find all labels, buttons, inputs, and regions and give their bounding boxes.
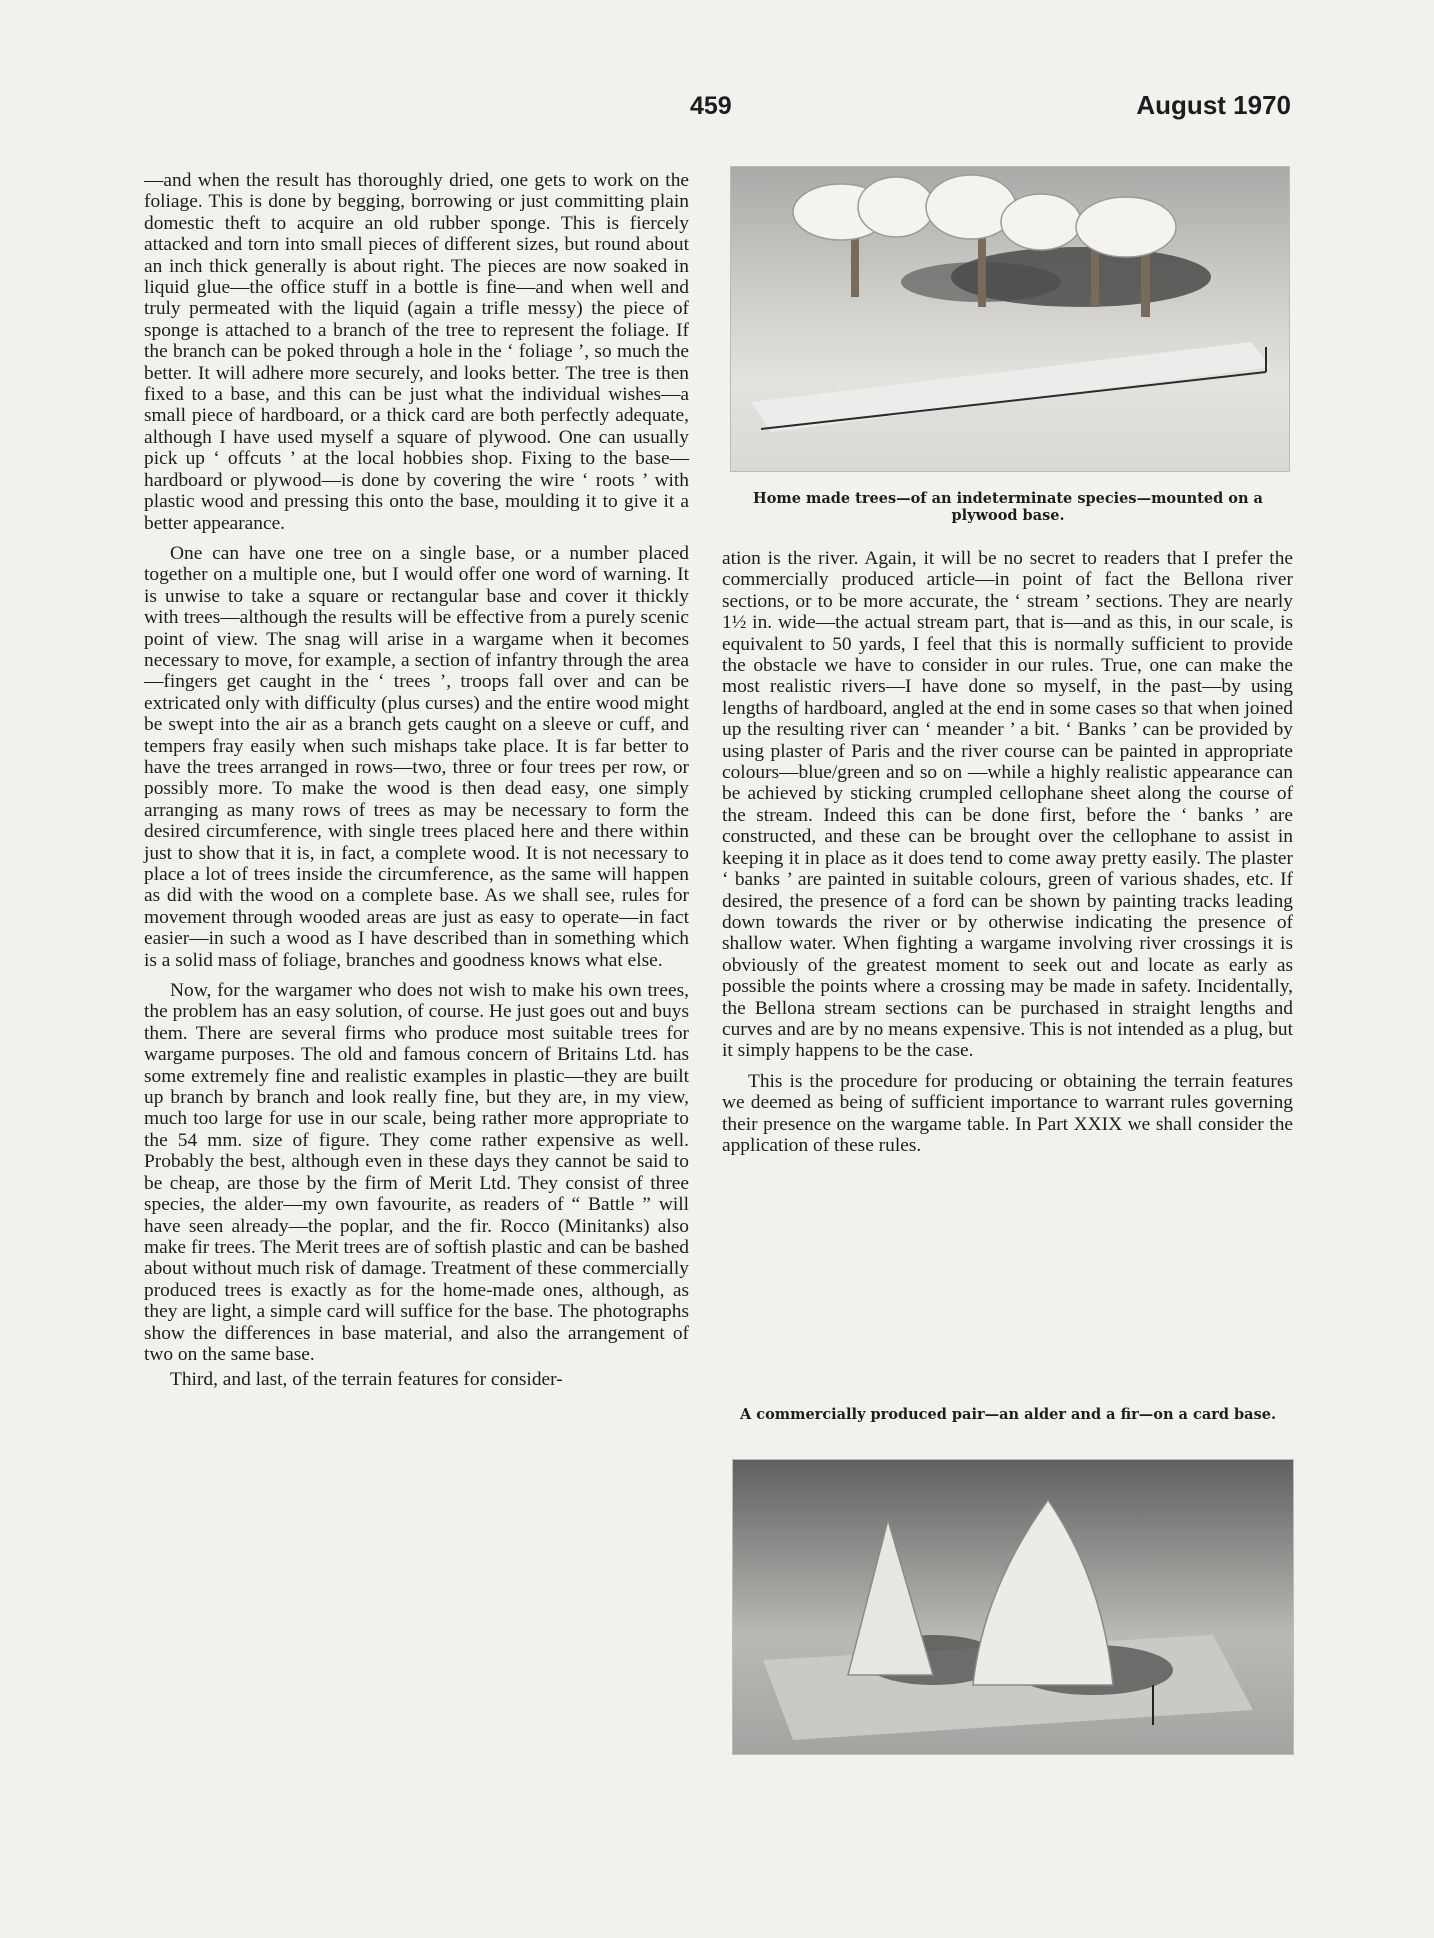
left-column xyxy=(144,170,689,1391)
paragraph: ation is the river. Again, it will be no secret to readers that I prefer the commercially produced article—in point of fact the Bellona river sections, or to be more accurate, the ‘ stream ’ sections. They are nearly 1½ in. wide—the actual stream part, that is—and as this, in our scale, is equivalent to 50 yards, I feel that this is normally sufficient to provide the obstacle we have to consider in our rules. True, one can make the most realistic rivers—I have done so myself, in the past—by using lengths of hardboard, angled at the end in some cases so that when joined up the resulting river can ‘ meander ’ a bit. ‘ Banks ’ can be provided by using plaster of Paris and the river course can be painted in appropriate colours—blue/green and so on —while a highly realistic appearance can be achieved by sticking crumpled cellophane sheet along the course of the stream. Indeed this can be done first, before the ‘ banks ’ are constructed, and these can be brought over the cellophane to assist in keeping it in place as it does tend to come away pretty easily. The plaster ‘ banks ’ are painted in suitable colours, green of various shades, etc. If desired, the presence of a ford can be shown by painting tracks leading down towards the river or by otherwise indicating the presence of shallow water. When fighting a wargame involving river crossings it is obviously of the greatest moment to seek out and locate as early as possible the points where a crossing may be made in safety. Incidentally, the Bellona stream sections can be purchased in straight lengths and curves and are by no means expensive. This is not intended as a plug, but it simply happens to be the case. xyxy=(722,548,1293,1062)
paragraph: Third, and last, of the terrain features for consider- xyxy=(170,1369,563,1391)
paragraph: This is the procedure for producing or obtaining the terrain features we deemed as being of sufficient importance to warrant rules governing their presence on the wargame table. In Part XXIX we shall consider the application of these rules. xyxy=(722,1070,1293,1156)
issue-date: August 1970 xyxy=(1136,90,1291,120)
photo-caption: A commercially produced pair—an alder and a fir—on a card base. xyxy=(739,1406,1277,1423)
photo-home-made-trees xyxy=(730,166,1290,472)
right-column xyxy=(722,548,1293,1156)
page-number: 459 xyxy=(690,92,732,120)
paragraph: One can have one tree on a single base, or a number placed together on a multiple one, but I would offer one word of warning. It is unwise to take a square or rectangular base and cover it thickly with trees—although the results will be effective from a purely scenic point of view. The snag will arise in a wargame when it becomes necessary to move, for example, a section of infantry through the area—fingers get caught in the ‘ trees ’, troops fall over and can be extricated only with difficulty (plus curses) and the entire wood might be swept into the air as a branch gets caught on a sleeve or cuff, and tempers fray easily when such mishaps take place. It is far better to have the trees arranged in rows—two, three or four trees per row, or possibly more. To make the wood is then dead easy, one simply arranging as many rows of trees as may be necessary to form the desired circumference, with single trees placed here and there within just to show that it is, in fact, a complete wood. It is not necessary to place a lot of trees inside the circumference, as the same will happen as did with the wood on a complete base. As we shall see, rules for movement through wooded areas are just as easy to operate—in fact easier—in such a wood as I have described than in something which is a solid mass of foliage, branches and goodness knows what else. xyxy=(144,542,689,971)
photo-commercial-trees xyxy=(732,1459,1294,1755)
photo-caption: Home made trees—of an indeterminate species—mounted on a plywood base. xyxy=(753,490,1263,524)
paragraph: Now, for the wargamer who does not wish to make his own trees, the problem has an easy solution, of course. He just goes out and buys them. There are several firms who produce most suitable trees for wargame purposes. The old and famous concern of Britains Ltd. has some extremely fine and realistic examples in plastic—they are built up branch by branch and look really fine, but they are, in my view, much too large for use in our scale, being rather more appropriate to the 54 mm. size of figure. They come rather expensive as well. Probably the best, although even in these days they cannot be said to be cheap, are those by the firm of Merit Ltd. They consist of three species, the alder—my own favourite, as readers of “ Battle ” will have seen already—the poplar, and the fir. Rocco (Minitanks) also make fir trees. The Merit trees are of softish plastic and can be bashed about without much risk of damage. Treatment of these commercially produced trees is exactly as for the home-made ones, although, as they are light, a simple card will suffice for the base. The photographs show the differences in base material, and also the arrangement of two on the same base. xyxy=(144,980,689,1365)
paragraph: —and when the result has thoroughly dried, one gets to work on the foliage. This is done by begging, borrowing or just committing plain domestic theft to acquire an old rubber sponge. This is fiercely attacked and torn into small pieces of different sizes, but round about an inch thick generally is about right. The pieces are now soaked in liquid glue—the office stuff in a bottle is fine—and when well and truly permeated with the liquid (again a trifle messy) the piece of sponge is attached to a branch of the tree to represent the foliage. If the branch can be poked through a hole in the ‘ foliage ’, so much the better. It will adhere more securely, and looks better. The tree is then fixed to a base, and this can be just what the individual wishes—a small piece of hardboard, or a thick card are both perfectly adequate, although I have used myself a square of plywood. One can usually pick up ‘ offcuts ’ at the local hobbies shop. Fixing to the base—hardboard or plywood—is done by covering the wire ‘ roots ’ with plastic wood and pressing this onto the base, moulding it to give it a better appearance. xyxy=(144,170,689,534)
